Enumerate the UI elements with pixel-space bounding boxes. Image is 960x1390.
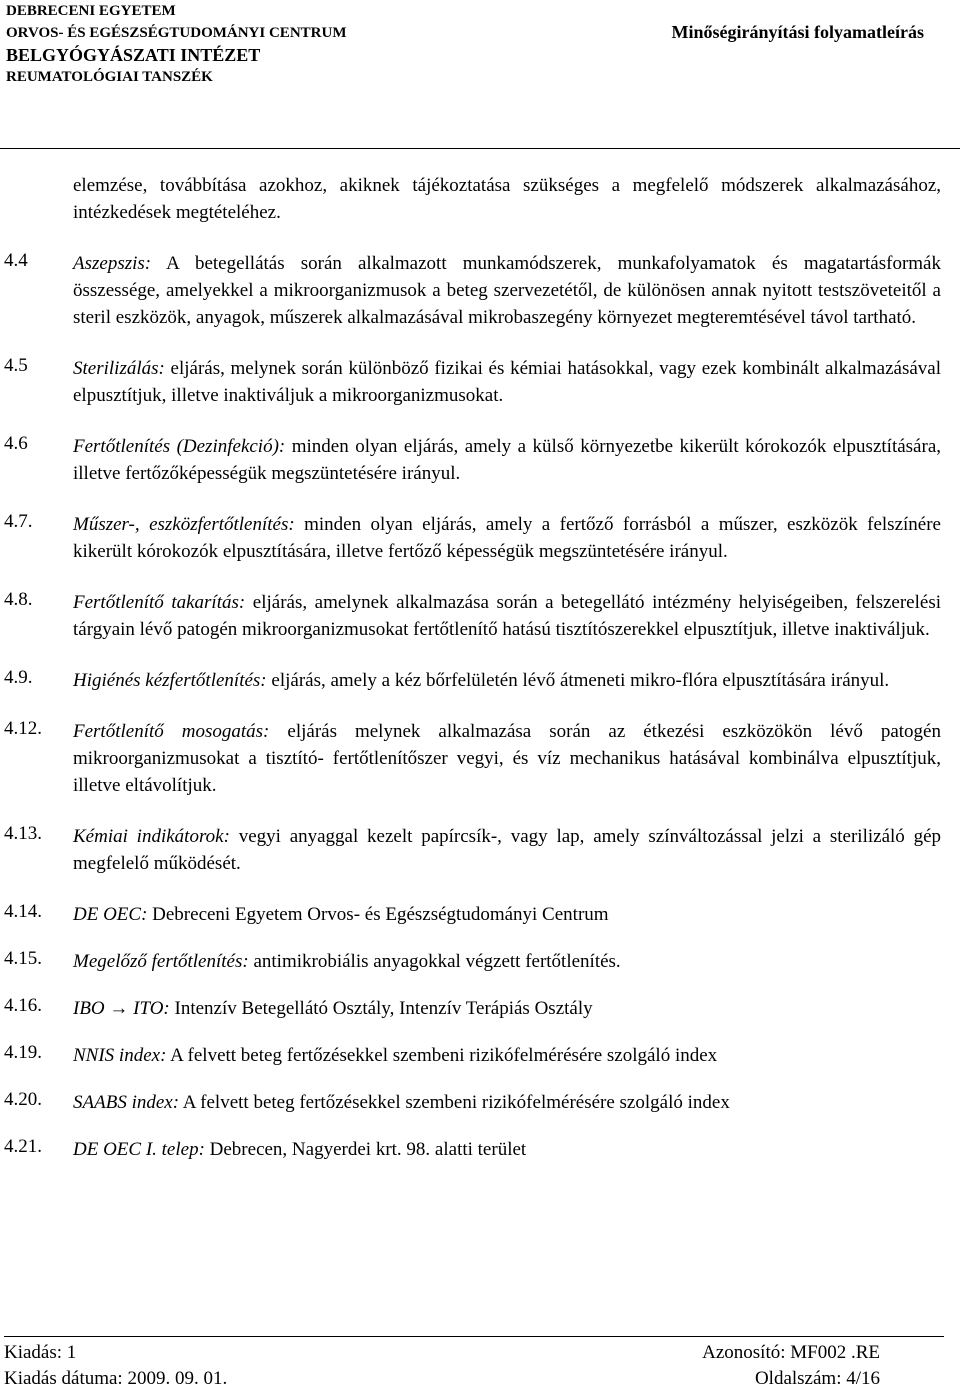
institution-header	[6, 0, 346, 88]
definition-item	[0, 901, 960, 928]
definition-number: 4.6	[4, 433, 28, 454]
definition-number: 4.21.	[4, 1136, 42, 1157]
header-centre: ORVOS- ÉS EGÉSZSÉGTUDOMÁNYI CENTRUM	[6, 25, 347, 41]
definition-description: vegyi anyaggal kezelt papírcsík-, vagy lap, amely színváltozással jelzi a sterilizáló gép megfelelő működését.	[73, 826, 942, 874]
definition-item	[0, 511, 960, 565]
definition-item	[0, 355, 960, 409]
definition-term: DE OEC I. telep:	[73, 1139, 205, 1160]
definition-text	[73, 250, 941, 331]
definition-text	[73, 718, 941, 799]
definition-term: DE OEC:	[73, 904, 148, 925]
definition-description: eljárás, amely a kéz bőrfelületén lévő átmeneti mikro-flóra elpusztítására irányul.	[266, 670, 890, 691]
definition-number: 4.7.	[4, 511, 33, 532]
definition-text	[73, 667, 941, 694]
definition-term: Aszepszis:	[73, 253, 152, 274]
page-number-label: Oldalszám: 4/16	[754, 1368, 880, 1389]
header-university: DEBRECENI EGYETEM	[6, 3, 176, 19]
definition-number: 4.5	[4, 355, 28, 376]
document-type-title: Minőségirányítási folyamatleírás	[671, 22, 924, 42]
definition-list	[0, 250, 960, 1163]
definition-description: Intenzív Betegellátó Osztály, Intenzív Terápiás Osztály	[169, 998, 593, 1019]
definition-term: IBO → ITO:	[73, 998, 170, 1019]
definition-item	[0, 823, 960, 877]
definition-text	[73, 589, 941, 643]
definition-description: eljárás, amelynek alkalmazása során a betegellátó intézmény helyiségeiben, felszerelési tárgyain lévő patogén mikroorganizmusokat fertőtlenítő hatású tisztítószerekkel elpusztítjuk, illetve inaktiváljuk.	[73, 592, 941, 640]
definition-description: eljárás melynek alkalmazása során az étkezési eszközökön lévő patogén mikroorganizmusokat a tisztító- fertőtlenítőszer vegyi, és víz mechanikus hatásával kombinálva elpusztítjuk, illetve eltávolítjuk.	[73, 721, 941, 796]
definition-number: 4.4	[4, 250, 28, 271]
definition-item	[0, 948, 960, 975]
definition-text	[73, 823, 941, 877]
definition-number: 4.20.	[4, 1089, 42, 1110]
definition-text	[73, 948, 941, 975]
definition-text	[73, 995, 941, 1022]
definition-number: 4.13.	[4, 823, 42, 844]
definition-item	[0, 1089, 960, 1116]
definition-term: Higiénés kézfertőtlenítés:	[73, 670, 267, 691]
issue-date-label: Kiadás dátuma: 2009. 09. 01.	[4, 1368, 228, 1389]
definition-text	[73, 433, 941, 487]
definition-item	[0, 433, 960, 487]
definition-description: antimikrobiális anyagokkal végzett fertőtlenítés.	[248, 951, 621, 972]
footer-divider	[4, 1336, 944, 1337]
definition-text	[73, 511, 941, 565]
definition-text	[73, 1089, 941, 1116]
definition-item	[0, 718, 960, 799]
document-body	[0, 172, 960, 1183]
definition-description: eljárás, melynek során különböző fizikai és kémiai hatásokkal, vagy ezek kombinált alkalmazásával elpusztítjuk, illetve inaktiváljuk a mikroorganizmusokat.	[73, 358, 941, 406]
definition-number: 4.14.	[4, 901, 42, 922]
definition-item	[0, 250, 960, 331]
definition-text	[73, 1042, 941, 1069]
definition-description: A felvett beteg fertőzésekkel szembeni rizikófelmérésére szolgáló index	[166, 1045, 718, 1066]
definition-number: 4.12.	[4, 718, 42, 739]
definition-item	[0, 589, 960, 643]
intro-paragraph: elemzése, továbbítása azokhoz, akiknek tájékoztatása szükséges a megfelelő módszerek alkalmazásához, intézkedések megtételéhez.	[73, 175, 941, 223]
identifier-label: Azonosító: MF002 .RE	[702, 1342, 880, 1363]
definition-term: SAABS index:	[73, 1092, 180, 1113]
header-divider	[0, 148, 960, 149]
definition-number: 4.15.	[4, 948, 42, 969]
definition-number: 4.19.	[4, 1042, 42, 1063]
footer-row-1	[4, 1342, 880, 1364]
definition-term: Megelőző fertőtlenítés:	[73, 951, 249, 972]
definition-term: Műszer-, eszközfertőtlenítés:	[73, 514, 295, 535]
header-institute: BELGYÓGYÁSZATI INTÉZET	[6, 45, 261, 65]
footer-row-2	[4, 1368, 880, 1390]
definition-number: 4.16.	[4, 995, 42, 1016]
header-department: REUMATOLÓGIAI TANSZÉK	[6, 69, 213, 85]
definition-description: Debrecen, Nagyerdei krt. 98. alatti terület	[204, 1139, 527, 1160]
definition-description: minden olyan eljárás, amely a külső környezetbe kikerült kórokozók elpusztítására, illetve fertőzőképességük megszüntetésére irányul.	[73, 436, 941, 484]
definition-term: Sterilizálás:	[73, 358, 165, 379]
definition-number: 4.8.	[4, 589, 33, 610]
definition-text	[73, 901, 941, 928]
definition-text	[73, 1136, 941, 1163]
edition-label: Kiadás: 1	[4, 1342, 77, 1363]
definition-term: Kémiai indikátorok:	[73, 826, 230, 847]
definition-description: A betegellátás során alkalmazott munkamódszerek, munkafolyamatok és magatartásformák összessége, amelyekkel a mikroorganizmusok a beteg szervezetétől, de különösen annak nyitott testszöveteitől a steril eszközök, anyagok, műszerek alkalmazásával mikrobaszegény környezet megteremtésével távol tartható.	[73, 253, 941, 328]
definition-item	[0, 995, 960, 1022]
definition-item	[0, 1136, 960, 1163]
definition-description: Debreceni Egyetem Orvos- és Egészségtudományi Centrum	[147, 904, 609, 925]
definition-term: NNIS index:	[73, 1045, 167, 1066]
definition-number: 4.9.	[4, 667, 33, 688]
definition-term: Fertőtlenítő mosogatás:	[73, 721, 270, 742]
definition-description: minden olyan eljárás, amely a fertőző forrásból a műszer, eszközök felszínére kikerült kórokozók elpusztítására, illetve fertőző képességük megszüntetésére irányul.	[73, 514, 941, 562]
definition-item	[0, 667, 960, 694]
definition-term: Fertőtlenítő takarítás:	[73, 592, 246, 613]
definition-term: Fertőtlenítés (Dezinfekció):	[73, 436, 286, 457]
definition-item	[0, 1042, 960, 1069]
definition-text	[73, 355, 941, 409]
definition-description: A felvett beteg fertőzésekkel szembeni rizikófelmérésére szolgáló index	[179, 1092, 730, 1113]
